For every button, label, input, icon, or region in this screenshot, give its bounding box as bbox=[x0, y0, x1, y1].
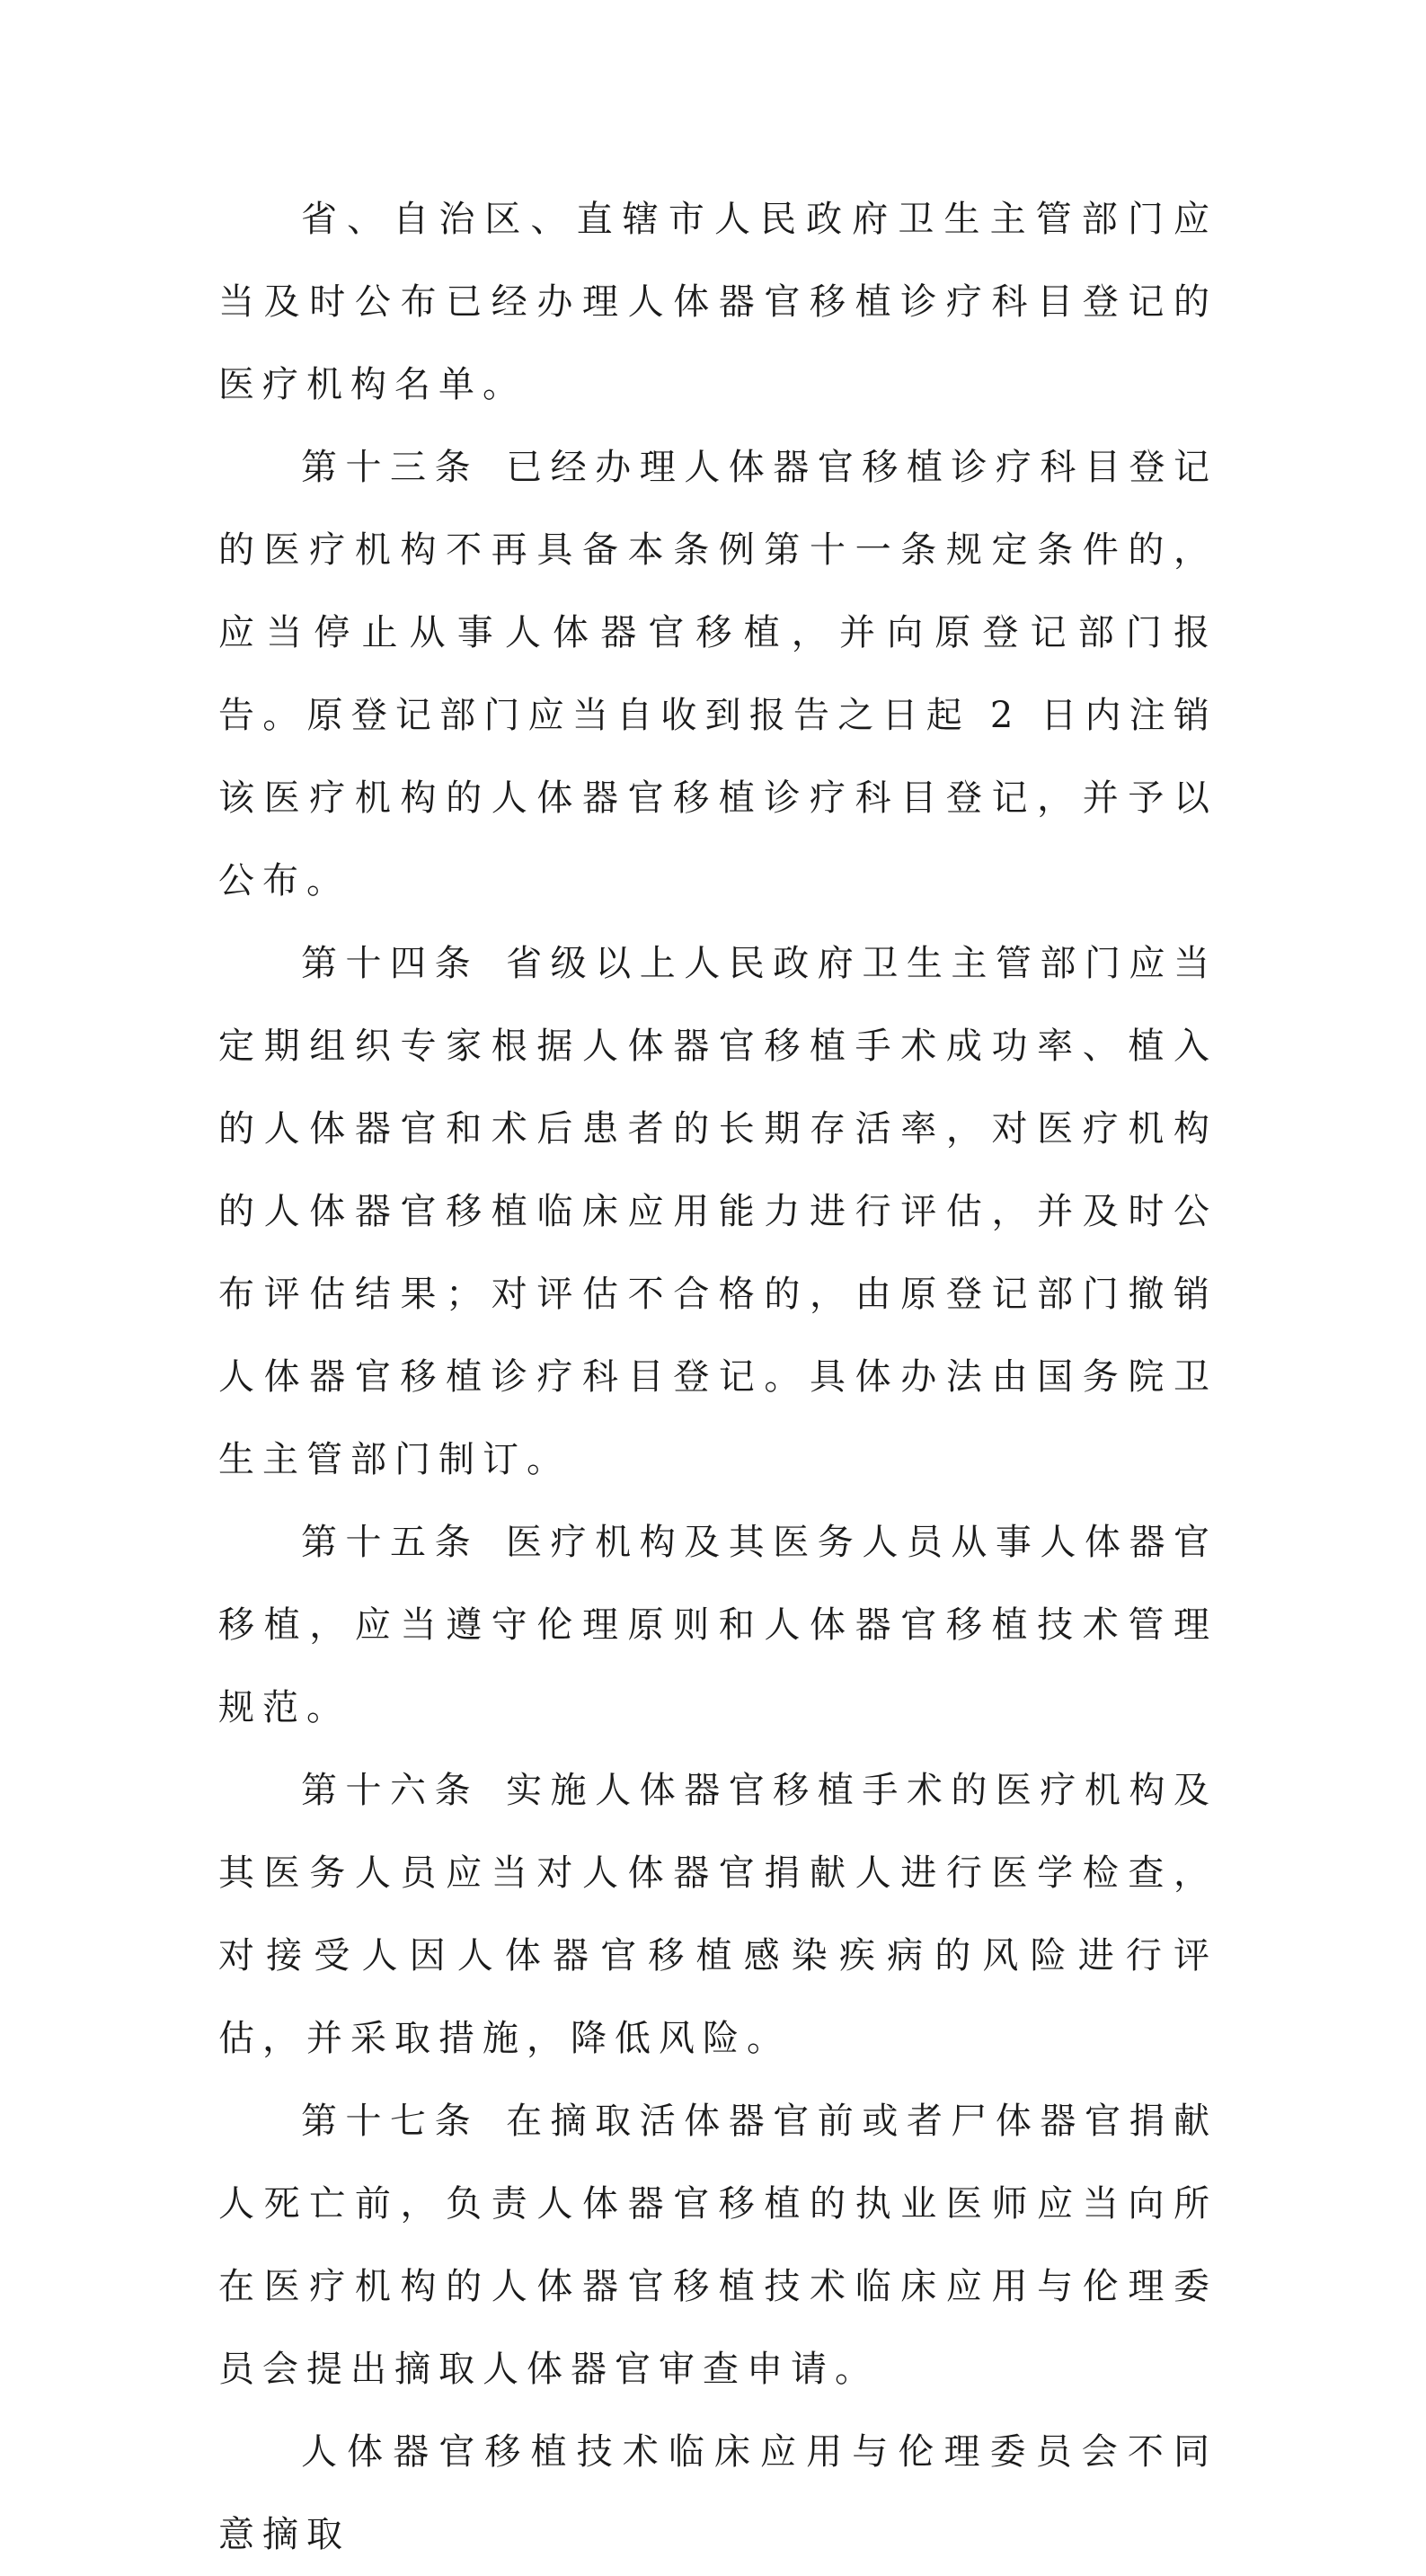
article-14 bbox=[218, 922, 1218, 1501]
document-body bbox=[218, 178, 1218, 2576]
article-13 bbox=[218, 426, 1218, 922]
paragraph-text: 省、自治区、直辖市人民政府卫生主管部门应当及时公布已经办理人体器官移植诊疗科目登记的医疗机构名单。 bbox=[218, 199, 1218, 405]
article-16 bbox=[218, 1749, 1218, 2080]
article-number: 第十四条 bbox=[301, 943, 480, 984]
article-17 bbox=[218, 2080, 1218, 2411]
article-number: 第十五条 bbox=[301, 1522, 480, 1563]
article-number: 第十六条 bbox=[301, 1770, 480, 1811]
article-text: 省级以上人民政府卫生主管部门应当定期组织专家根据人体器官移植手术成功率、植入的人体器官和术后患者的长期存活率，对医疗机构的人体器官移植临床应用能力进行评估，并及时公布评估结果；对评估不合格的，由原登记部门撤销人体器官移植诊疗科目登记。具体办法由国务院卫生主管部门制订。 bbox=[218, 943, 1218, 1480]
article-number: 第十三条 bbox=[301, 447, 480, 488]
article-text: 医疗机构及其医务人员从事人体器官移植，应当遵守伦理原则和人体器官移植技术管理规范。 bbox=[218, 1522, 1218, 1728]
article-text: 已经办理人体器官移植诊疗科目登记的医疗机构不再具备本条例第十一条规定条件的，应当停止从事人体器官移植，并向原登记部门报告。原登记部门应当自收到报告之日起 2 日内注销该医疗机构的人体器官移植诊疗科目登记，并予以公布。 bbox=[218, 447, 1218, 902]
paragraph-text: 人体器官移植技术临床应用与伦理委员会不同意摘取 bbox=[218, 2431, 1218, 2555]
paragraph-truncated bbox=[218, 2411, 1218, 2576]
paragraph-continuation bbox=[218, 178, 1218, 426]
article-number: 第十七条 bbox=[301, 2101, 480, 2142]
article-15 bbox=[218, 1501, 1218, 1749]
article-text: 在摘取活体器官前或者尸体器官捐献人死亡前，负责人体器官移植的执业医师应当向所在医疗机构的人体器官移植技术临床应用与伦理委员会提出摘取人体器官审查申请。 bbox=[218, 2101, 1218, 2390]
article-text: 实施人体器官移植手术的医疗机构及其医务人员应当对人体器官捐献人进行医学检查，对接受人因人体器官移植感染疾病的风险进行评估，并采取措施，降低风险。 bbox=[218, 1770, 1218, 2059]
